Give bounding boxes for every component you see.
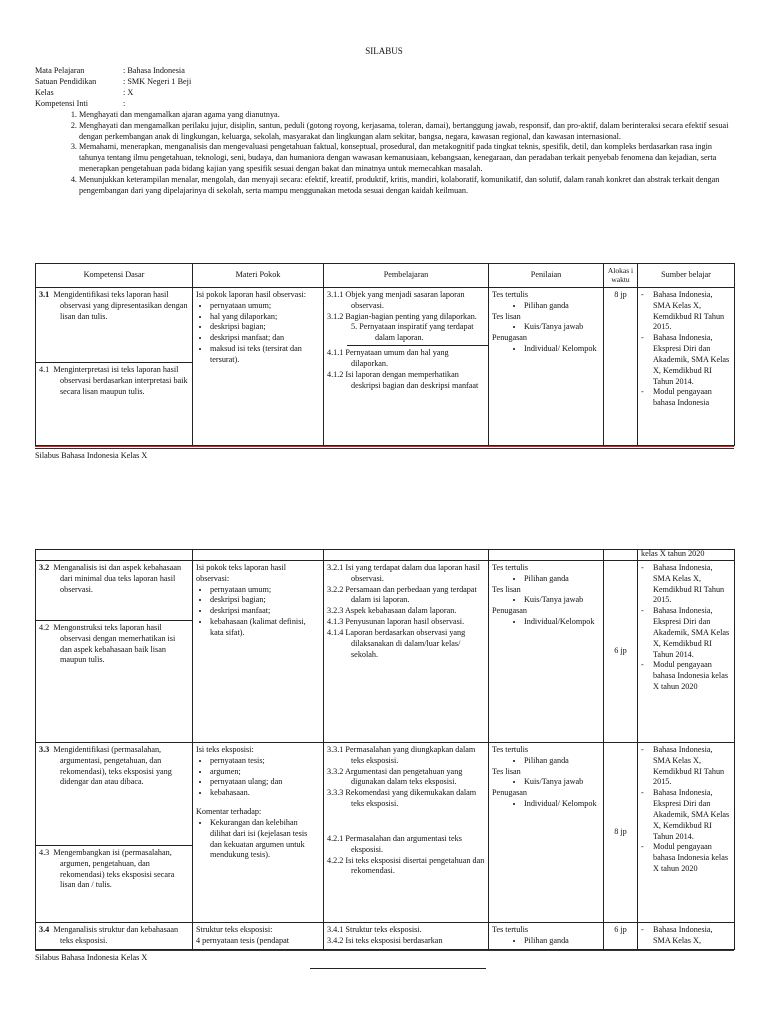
sumber-item: - Bahasa Indonesia, Ekspresi Diri dan Akademik, SMA Kelas X, Kemdikbud RI Tahun 2014. xyxy=(641,333,730,386)
penilaian-item: • Pilihan ganda xyxy=(524,936,600,947)
meta-value: : SMK Negeri 1 Beji xyxy=(123,77,192,86)
penilaian-type: Tes lisan xyxy=(492,766,521,776)
pembelajaran-item xyxy=(327,585,485,607)
header-pembelajaran: Pembelajaran xyxy=(324,264,489,288)
pembelajaran-number: 3.2.1 xyxy=(327,563,344,572)
kd-text: Mengembangkan isi (permasalahan, argumen, pengetahuan, dan rekomendasi) teks eksposisi secara lisan dan / tulis. xyxy=(53,848,175,890)
pembelajaran-item xyxy=(327,628,485,660)
pembelajaran-cell xyxy=(324,288,489,446)
pembelajaran-number: 4.2.2 xyxy=(327,855,344,865)
pembelajaran-number: 4.1.3 xyxy=(327,617,344,627)
pembelajaran-item xyxy=(327,312,485,323)
ki-item: 4. Menunjukkan keterampilan menalar, mengolah, dan menyaji secara: efektif, kreatif, produktif, kritis, mandiri, kolaboratif, komunikatif, dan solutif, dalam ranah konkret dan abstrak terkait dengan pengembangan dari yang dipelajarinya di sekolah, serta mampu menggunakan metoda sesuai dengan kaidah keilmuan. xyxy=(79,175,735,197)
pembelajaran-text: Isi laporan dengan memperhatikan deskripsi bagian dan deskripsi manfaat xyxy=(345,369,479,390)
meta-key: Satuan Pendidikan xyxy=(35,77,97,86)
penilaian-item: • Individual/ Kelompok xyxy=(524,799,600,810)
pembelajaran-item xyxy=(327,788,485,810)
meta-key: Kelas xyxy=(35,88,54,97)
pembelajaran-text: Penyusunan laporan hasil observasi. xyxy=(345,617,465,627)
sumber-item: - Modul pengayaan bahasa Indonesia xyxy=(641,387,731,409)
syllabus-table-1 xyxy=(35,263,735,446)
header-sumber: Sumber belajar xyxy=(638,264,735,288)
pembelajaran-text: Isi teks eksposisi disertai pengetahuan dan rekomendasi. xyxy=(345,855,485,876)
kd-text: Menganalisis struktur dan kebahasaan teks eksposisi. xyxy=(53,925,179,945)
meta-value: : X xyxy=(123,88,134,97)
kd-cell xyxy=(36,923,193,950)
sumber-item: - Bahasa Indonesia, SMA Kelas X, xyxy=(641,925,731,947)
pembelajaran-item xyxy=(327,348,485,370)
kd-number: 3.3 xyxy=(39,745,50,754)
kompetensi-inti-list xyxy=(35,110,735,197)
sumber-item: - Modul pengayaan bahasa Indonesia kelas X tahun 2020 xyxy=(641,842,731,874)
ki-item: 1. Menghayati dan mengamalkan ajaran agama yang dianutnya. xyxy=(79,110,735,121)
pembelajaran-item xyxy=(327,936,485,947)
kd-number: 3.4 xyxy=(39,925,50,934)
materi-cell xyxy=(193,561,324,743)
pembelajaran-item xyxy=(327,856,485,878)
materi-item: • pernyataan ulang; dan xyxy=(210,777,320,788)
materi-item: • deskripsi bagian; xyxy=(210,595,320,606)
sumber-text: Bahasa Indonesia, Ekspresi Diri dan Akademik, SMA Kelas X, Kemdikbud RI Tahun 2014. xyxy=(653,606,730,659)
meta-row xyxy=(35,66,735,77)
pembelajaran-item xyxy=(327,606,485,617)
pembelajaran-number: 3.4.1 xyxy=(327,925,344,934)
pembelajaran-item xyxy=(327,370,485,392)
pembelajaran-text: Bagian-bagian penting yang dilaporkan. xyxy=(345,311,477,321)
pembelajaran-item xyxy=(327,563,485,585)
pembelajaran-text: Permasalahan yang diungkapkan dalam teks eksposisi. xyxy=(345,745,476,765)
penilaian-type: Tes tertulis xyxy=(492,290,529,299)
pembelajaran-number: 3.2.3 xyxy=(327,606,344,616)
sumber-text: Modul pengayaan bahasa Indonesia kelas X tahun 2020 xyxy=(653,660,729,692)
sumber-text: Bahasa Indonesia, SMA Kelas X, xyxy=(653,925,713,945)
penilaian-type: Penugasan xyxy=(492,333,528,343)
materi-intro: Isi pokok teks laporan hasil observasi: xyxy=(196,563,287,583)
materi-item: • deskripsi manfaat; dan xyxy=(210,333,320,344)
header-alokasi: Alokas i waktu xyxy=(604,264,638,288)
penilaian-cell xyxy=(489,288,604,446)
pembelajaran-text: Isi teks eksposisi berdasarkan xyxy=(345,935,443,945)
pembelajaran-text: Permasalahan dan argumentasi teks eksposisi. xyxy=(345,833,462,854)
materi-item: • Kekurangan dan kelebihan dilihat dari isi (kejelasan tesis dan kekuatan argumen untuk mendukung tesis). xyxy=(210,818,320,861)
pembelajaran-number: 5. xyxy=(351,322,358,332)
alokasi-cell: 8 jp xyxy=(604,288,638,446)
kd-number: 3.1 xyxy=(39,290,50,299)
syllabus-table-2 xyxy=(35,549,735,950)
materi-item: • argumen; xyxy=(210,767,320,778)
penilaian-type: Tes lisan xyxy=(492,311,521,321)
kd-number: 4.3 xyxy=(39,848,50,857)
sumber-item: - Bahasa Indonesia, SMA Kelas X, Kemdikbud RI Tahun 2015. xyxy=(641,290,731,333)
meta-row xyxy=(35,88,735,99)
sumber-item: - Modul pengayaan bahasa Indonesia kelas X tahun 2020 xyxy=(641,660,731,692)
kd-number: 4.1 xyxy=(39,365,50,374)
pembelajaran-item xyxy=(327,322,485,344)
pembelajaran-number: 4.1.2 xyxy=(327,369,344,379)
pembelajaran-text: Persamaan dan perbedaan yang terdapat dalam isi laporan. xyxy=(345,584,477,605)
penilaian-item: • Individual/ Kelompok xyxy=(524,344,600,355)
pembelajaran-text: Struktur teks eksposisi. xyxy=(345,925,422,934)
materi-cell xyxy=(193,288,324,446)
meta-value: : xyxy=(123,99,126,108)
sumber-text: Bahasa Indonesia, SMA Kelas X, Kemdikbud RI Tahun 2015. xyxy=(653,745,725,787)
penilaian-cell xyxy=(489,743,604,923)
kd-text: Mengonstruksi teks laporan hasil observasi dengan memerhatikan isi dan aspek kebahasaan baik lisan maupun tulis. xyxy=(53,623,176,665)
meta-block xyxy=(35,66,735,110)
sumber-item: - Bahasa Indonesia, Ekspresi Diri dan Akademik, SMA Kelas X, Kemdikbud RI Tahun 2014. xyxy=(641,606,730,659)
materi-item: • pernyataan tesis; xyxy=(210,756,320,767)
header-kd: Kompetensi Dasar xyxy=(36,264,193,288)
alokasi-cell: 8 jp xyxy=(604,743,638,923)
page-footer: Silabus Bahasa Indonesia Kelas X xyxy=(35,451,148,460)
pembelajaran-text: Rekomendasi yang dikemukakan dalam teks eksposisi. xyxy=(345,788,477,809)
sumber-text: Bahasa Indonesia, SMA Kelas X, Kemdikbud RI Tahun 2015. xyxy=(653,290,725,332)
kd-text: Mengidentifikasi teks laporan hasil observasi yang dipresentasikan dengan lisan dan tulis. xyxy=(53,290,188,321)
penilaian-item: • Kuis/Tanya jawab xyxy=(524,777,600,788)
alokasi-cell: 6 jp xyxy=(604,923,638,950)
pembelajaran-text: Pernyataan inspiratif yang terdapat dalam laporan. xyxy=(359,322,474,343)
pembelajaran-text: Argumentasi dan pengetahuan yang digunakan dalam teks eksposisi. xyxy=(344,766,463,787)
meta-key: Kompetensi Inti xyxy=(35,99,88,108)
materi-cell xyxy=(193,743,324,923)
kd-text: Mengidentifikasi (permasalahan, argumentasi, pengetahuan, dan rekomendasi), teks eksposisi yang didengar dan atau dibaca. xyxy=(53,745,172,787)
penilaian-type: Tes tertulis xyxy=(492,745,529,754)
materi-cell xyxy=(193,923,324,950)
sumber-cell xyxy=(638,561,735,743)
penilaian-type: Tes tertulis xyxy=(492,563,529,572)
pembelajaran-text: Isi yang terdapat dalam dua laporan hasil observasi. xyxy=(345,563,481,583)
kd-text: Menganalisis isi dan aspek kebahasaan dari minimal dua teks laporan hasil observasi. xyxy=(53,563,182,594)
pembelajaran-number: 3.1.2 xyxy=(327,311,344,321)
pembelajaran-number: 3.3.2 xyxy=(327,766,344,776)
pembelajaran-number: 3.1.1 xyxy=(327,290,344,299)
pembelajaran-text: Aspek kebahasaan dalam laporan. xyxy=(344,606,457,616)
header-materi: Materi Pokok xyxy=(193,264,324,288)
penilaian-type: Penugasan xyxy=(492,606,528,616)
sumber-text: Modul pengayaan bahasa Indonesia kelas X tahun 2020 xyxy=(653,842,729,874)
meta-key: Mata Pelajaran xyxy=(35,66,85,75)
materi-item: • deskripsi bagian; xyxy=(210,322,320,333)
pembelajaran-cell xyxy=(324,923,489,950)
materi-item: 4 pernyataan tesis (pendapat xyxy=(196,935,289,945)
pembelajaran-number: 3.3.1 xyxy=(327,745,344,754)
materi-item: • pernyataan umum; xyxy=(210,301,320,312)
materi-komentar: Komentar terhadap: xyxy=(196,807,262,817)
alokasi-cell: 6 jp xyxy=(604,561,638,743)
sumber-text: Bahasa Indonesia, SMA Kelas X, Kemdikbud RI Tahun 2015. xyxy=(653,563,725,605)
pembelajaran-item xyxy=(327,290,485,312)
materi-intro: Isi teks eksposisi: xyxy=(196,745,254,754)
kd-number: 3.2 xyxy=(39,563,50,572)
pembelajaran-text: Laporan berdasarkan observasi yang dilaksanakan di dalam/luar kelas/ sekolah. xyxy=(345,627,466,659)
sumber-text: Modul pengayaan bahasa Indonesia xyxy=(653,387,712,408)
penilaian-item: • Individual/Kelompok xyxy=(524,617,600,628)
penilaian-type: Tes lisan xyxy=(492,584,521,594)
pembelajaran-cell xyxy=(324,561,489,743)
materi-item: • hal yang dilaporkan; xyxy=(210,312,320,323)
materi-intro: Isi pokok laporan hasil observasi: xyxy=(196,290,307,299)
materi-item: • kebahasaan (kalimat definisi, kata sifat). xyxy=(210,617,320,639)
penilaian-cell xyxy=(489,923,604,950)
pembelajaran-number: 4.1.4 xyxy=(327,627,344,637)
sumber-text: Bahasa Indonesia, Ekspresi Diri dan Akademik, SMA Kelas X, Kemdikbud RI Tahun 2014. xyxy=(653,333,730,386)
materi-item: • maksud isi teks (tersirat dan tersurat). xyxy=(210,344,320,366)
penilaian-item: • Pilihan ganda xyxy=(524,756,600,767)
document-title: SILABUS xyxy=(365,46,403,56)
penilaian-item: • Kuis/Tanya jawab xyxy=(524,595,600,606)
penilaian-item: • Pilihan ganda xyxy=(524,301,600,312)
sumber-cell xyxy=(638,288,735,446)
materi-item: • kebahasaan. xyxy=(210,788,320,799)
kd-cell xyxy=(36,288,193,446)
pembelajaran-item xyxy=(327,834,485,856)
header-penilaian: Penilaian xyxy=(489,264,604,288)
divider-line xyxy=(347,345,488,346)
kd-cell xyxy=(36,561,193,743)
materi-item: • deskripsi manfaat; xyxy=(210,606,320,617)
pembelajaran-number: 3.2.2 xyxy=(327,584,344,594)
pembelajaran-cell xyxy=(324,743,489,923)
penilaian-cell xyxy=(489,561,604,743)
pembelajaran-item xyxy=(327,745,485,767)
pembelajaran-text: Pernyataan umum dan hal yang dilaporkan. xyxy=(345,348,449,368)
meta-row xyxy=(35,77,735,88)
sumber-text: Bahasa Indonesia, Ekspresi Diri dan Akademik, SMA Kelas X, Kemdikbud RI Tahun 2014. xyxy=(653,788,730,841)
pembelajaran-item xyxy=(327,767,485,789)
materi-intro: Struktur teks eksposisi: xyxy=(196,925,273,934)
sumber-carry: kelas X tahun 2020 xyxy=(638,550,735,561)
meta-row xyxy=(35,99,735,110)
sumber-item: - Bahasa Indonesia, SMA Kelas X, Kemdikbud RI Tahun 2015. xyxy=(641,745,731,788)
kd-cell xyxy=(36,743,193,923)
penilaian-item: • Kuis/Tanya jawab xyxy=(524,322,600,333)
ki-item: 2. Menghayati dan mengamalkan perilaku jujur, disiplin, santun, peduli (gotong royong, kerjasama, toleran, damai), bertanggung jawab, responsif, dan pro-aktif, dalam berinteraksi secara efektif sesuai dengan perkembangan anak di lingkungan, keluarga, sekolah, masyarakat dan lingkungan alam sekitar, bangsa, negara, kawasan regional, dan kawasan internasional. xyxy=(79,121,735,143)
pembelajaran-number: 4.2.1 xyxy=(327,833,344,843)
materi-item: • pernyataan umum; xyxy=(210,585,320,596)
sumber-cell xyxy=(638,743,735,923)
pembelajaran-text: Objek yang menjadi sasaran laporan observasi. xyxy=(345,290,465,310)
sumber-cell xyxy=(638,923,735,950)
penilaian-type: Penugasan xyxy=(492,788,528,798)
pembelajaran-number: 3.4.2 xyxy=(327,935,344,945)
penilaian-item: • Pilihan ganda xyxy=(524,574,600,585)
page-footer: Silabus Bahasa Indonesia Kelas X xyxy=(35,953,148,962)
ki-item: 3. Memahami, menerapkan, menganalisis dan mengevaluasi pengetahuan faktual, konseptual, prosedural, dan metakognitif pada tingkat teknis, spesifik, detil, dan kompleks berdasarkan rasa ingin tahunya tentang ilmu pengetahuan, teknologi, seni, budaya, dan humaniora dengan wawasan kemanusiaan, kebangsaan, kenegaraan, dan peradaban terkait penyebab fenomena dan kejadian, serta menerapkan pengetahuan pada bidang kajian yang spesifik sesuai dengan bakat dan minatnya untuk memecahkan masalah. xyxy=(79,142,735,174)
meta-value: : Bahasa Indonesia xyxy=(123,66,185,75)
pembelajaran-item xyxy=(327,617,485,628)
pembelajaran-number: 3.3.3 xyxy=(327,788,344,798)
sumber-item: - Bahasa Indonesia, SMA Kelas X, Kemdikbud RI Tahun 2015. xyxy=(641,563,731,606)
penilaian-type: Tes tertulis xyxy=(492,925,529,934)
kd-number: 4.2 xyxy=(39,623,50,632)
pembelajaran-item xyxy=(327,925,485,936)
kd-text: Menginterpretasi isi teks laporan hasil observasi berdasarkan interpretasi baik secara lisan maupun tulis. xyxy=(53,365,188,396)
sumber-item: - Bahasa Indonesia, Ekspresi Diri dan Akademik, SMA Kelas X, Kemdikbud RI Tahun 2014. xyxy=(641,788,730,841)
pembelajaran-number: 4.1.1 xyxy=(327,348,344,358)
